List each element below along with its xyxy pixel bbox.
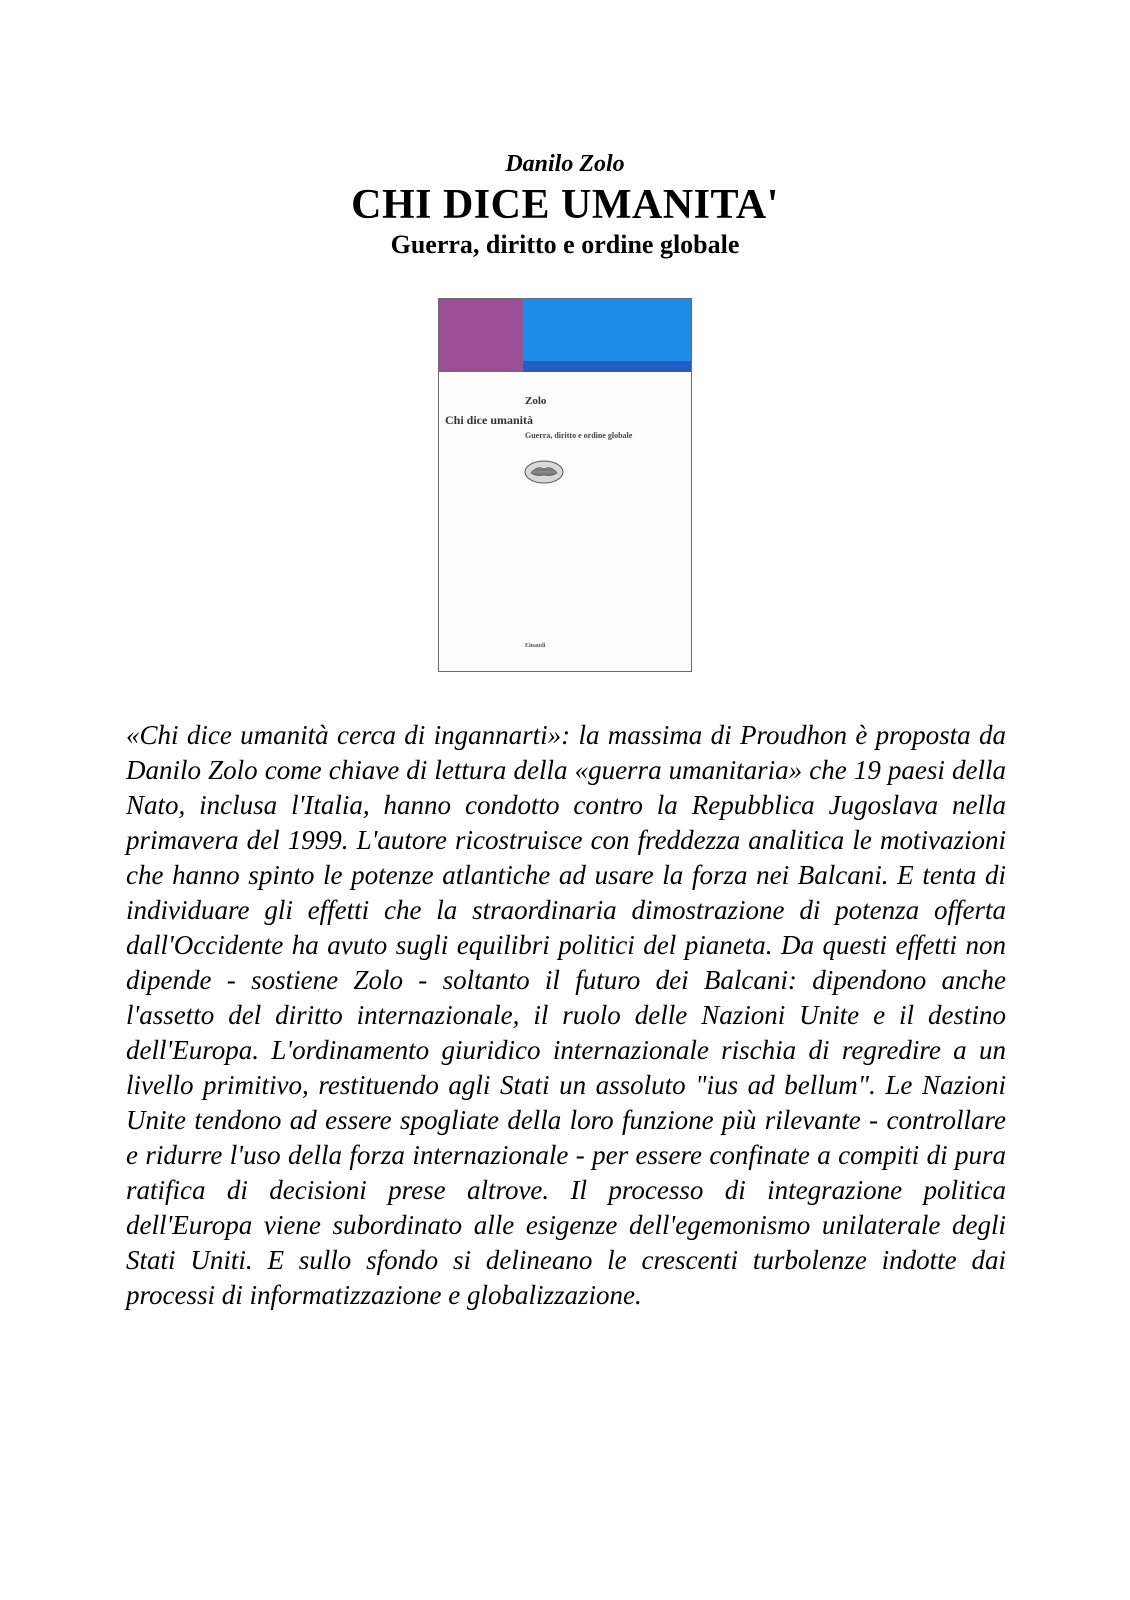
cover-subtitle: Guerra, diritto e ordine globale [525,431,633,440]
book-subtitle: Guerra, diritto e ordine globale [390,230,740,259]
cover-blue-band [523,299,692,361]
ostrich-emblem-icon [523,459,565,485]
book-cover-image [438,298,692,672]
cover-dark-blue-band [523,361,692,372]
description-paragraph: «Chi dice umanità cerca di ingannarti»: la massima di Proudhon è proposta da Danilo Zolo come chiave di lettura della «guerra umanitaria» che 19 paesi della Nato, inclusa l'Italia, hanno condotto contro la Repubblica Jugoslava nella primavera del 1999. L'autore ricostruisce con freddezza analitica le motivazioni che hanno spinto le potenze atlantiche ad usare la forza nei Balcani. E tenta di individuare gli effetti che la straordinaria dimostrazione di potenza offerta dall'Occidente ha avuto sugli equilibri politici del pianeta. Da questi effetti non dipende - sostiene Zolo - soltanto il futuro dei Balcani: dipendono anche l'assetto del diritto internazionale, il ruolo delle Nazioni Unite e il destino dell'Europa. L'ordinamento giuridico internazionale rischia di regredire a un livello primitivo, restituendo agli Stati un assoluto "ius ad bellum". Le Nazioni Unite tendono ad essere spogliate della loro funzione più rilevante - controllare e ridurre l'uso della forza internazionale - per essere confinate a compiti di pura ratifica di decisioni prese altrove. Il processo di integrazione politica dell'Europa viene subordinato alle esigenze dell'egemonismo unilaterale degli Stati Uniti. E sullo sfondo si delineano le crescenti turbolenze indotte dai processi di informatizzazione e globalizzazione. [126,720,1006,1310]
book-title: CHI DICE UMANITA' [351,182,779,228]
cover-publisher: Einaudi [525,643,546,649]
document-header [0,150,1130,260]
author-name: Danilo Zolo [505,151,625,177]
cover-purple-band [439,299,523,372]
cover-title: Chi dice umanità [445,413,534,427]
cover-author: Zolo [525,395,547,407]
